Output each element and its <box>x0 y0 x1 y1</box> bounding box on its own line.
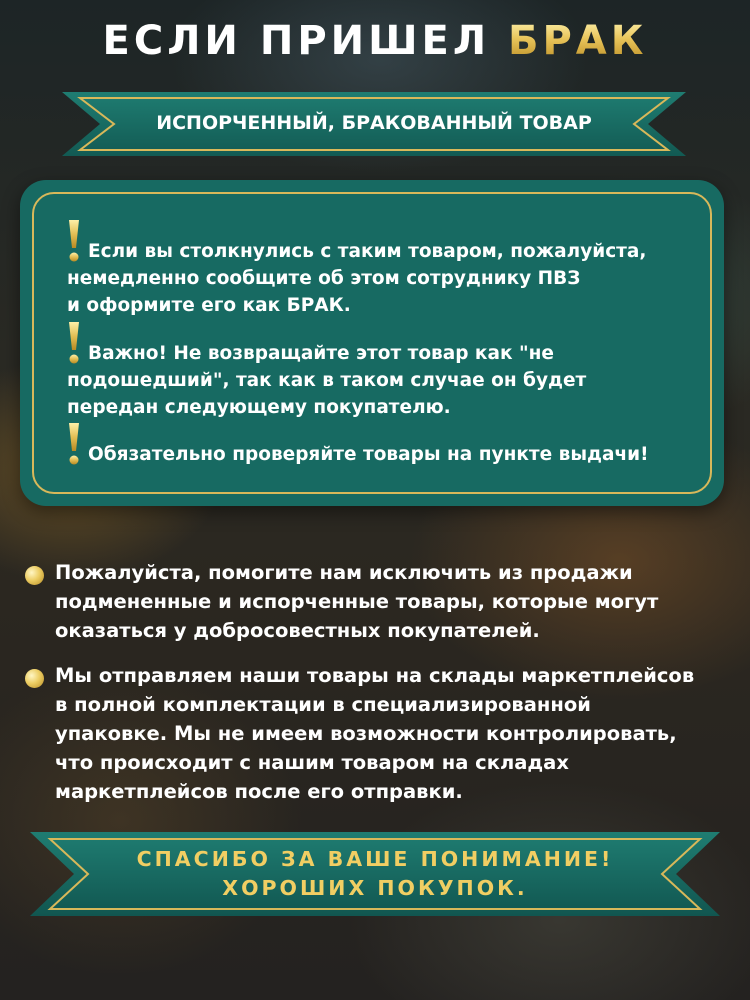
top-ribbon-label: ИСПОРЧЕННЫЙ, БРАКОВАННЫЙ ТОВАР <box>156 112 592 134</box>
info-paragraph-1 <box>55 558 658 645</box>
notice-item-2 <box>67 340 586 421</box>
notice-line: Важно! Не возвращайте этот товар как "не <box>88 343 554 364</box>
info-line: в полной комплектации в специализированной <box>55 693 591 716</box>
info-paragraph-2 <box>55 661 694 806</box>
notice-card <box>20 180 724 506</box>
notice-line: и оформите его как БРАК. <box>67 295 351 316</box>
info-line: маркетплейсов после его отправки. <box>55 780 463 803</box>
notice-line: передан следующему покупателю. <box>67 397 451 418</box>
info-line: оказаться у добросовестных покупателей. <box>55 619 540 642</box>
info-line: Мы отправляем наши товары на склады маркетплейсов <box>55 664 695 687</box>
notice-line: Если вы столкнулись с таким товаром, пожалуйста, <box>88 241 647 262</box>
info-line: Пожалуйста, помогите нам исключить из продажи <box>55 561 633 584</box>
notice-line: подошедший", так как в таком случае он будет <box>67 370 587 391</box>
thanks-line: СПАСИБО ЗА ВАШЕ ПОНИМАНИЕ! <box>136 847 614 871</box>
top-ribbon-banner <box>62 92 686 156</box>
notice-item-3 <box>67 441 649 468</box>
good-shopping-line: ХОРОШИХ ПОКУПОК. <box>222 876 528 900</box>
notice-line: немедленно сообщите об этом сотруднику ПВЗ <box>67 268 581 289</box>
info-line: подмененные и испорченные товары, которые могут <box>55 590 659 613</box>
info-line: упаковке. Мы не имеем возможности контролировать, <box>55 722 677 745</box>
info-line: что происходит с нашим товаром на складах <box>55 751 569 774</box>
bottom-ribbon-banner <box>30 832 720 916</box>
page-title <box>0 18 750 64</box>
gold-bullet-icon <box>25 566 44 585</box>
gold-bullet-icon <box>25 669 44 688</box>
title-main: ЕСЛИ ПРИШЕЛ <box>102 18 508 64</box>
notice-item-1 <box>67 238 646 319</box>
notice-line: Обязательно проверяйте товары на пункте выдачи! <box>88 444 649 465</box>
title-accent: БРАК <box>508 18 648 64</box>
